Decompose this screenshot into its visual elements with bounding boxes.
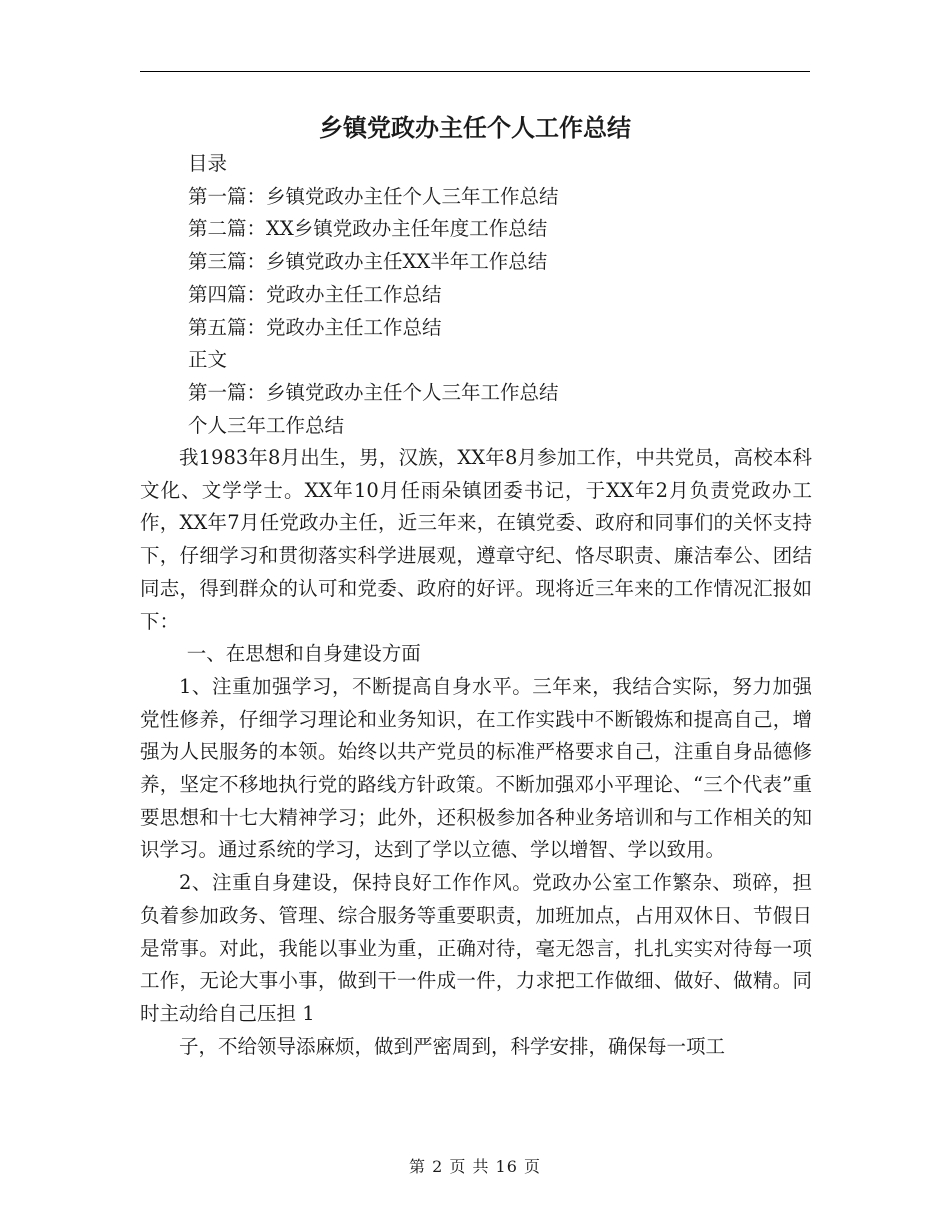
section-title: 个人三年工作总结	[188, 413, 345, 437]
header-rule	[140, 71, 810, 72]
paragraph-continued: 子，不给领导添麻烦，做到严密周到，科学安排，确保每一项工	[179, 1034, 726, 1058]
chapter-title: 第一篇：乡镇党政办主任个人三年工作总结	[188, 380, 559, 404]
toc-item-2: 第二篇：XX乡镇党政办主任年度工作总结	[188, 217, 548, 241]
paragraph-intro: 我1983年8月出生，男，汉族，XX年8月参加工作，中共党员，高校本科文化、文学学士。XX年10月任雨朵镇团委书记，于XX年2月负责党政办工作，XX年7月任党政办主任，近三年来，在镇党委、政府和同事们的关怀支持下，仔细学习和贯彻落实科学进展观，遵章守纪、恪尽职责、廉洁奉公、团结同志，得到群众的认可和党委、政府的好评。现将近三年来的工作情况汇报如下：	[140, 446, 812, 633]
document-title: 乡镇党政办主任个人工作总结	[319, 114, 631, 142]
toc-heading: 目录	[188, 152, 228, 175]
paragraph-work-style: 2、注重自身建设，保持良好工作作风。党政办公室工作繁杂、琐碎，担负着参加政务、管理、综合服务等重要职责，加班加点，占用双休日、节假日是常事。对此，我能以事业为重，正确对待，毫无怨言，扎扎实实对待每一项工作，无论大事小事，做到干一件成一件，力求把工作做细、做好、做精。同时主动给自己压担 1	[140, 871, 812, 1025]
document-body	[140, 442, 812, 1063]
toc-item-5: 第五篇：党政办主任工作总结	[188, 315, 442, 339]
toc-item-3: 第三篇：乡镇党政办主任XX半年工作总结	[188, 250, 548, 274]
body-heading: 正文	[188, 348, 228, 372]
table-of-contents	[188, 148, 828, 442]
toc-item-4: 第四篇：党政办主任工作总结	[188, 282, 442, 306]
section-heading: 一、在思想和自身建设方面	[186, 642, 421, 666]
page-footer: 第 2 页 共 16 页	[409, 1157, 541, 1176]
paragraph-study: 1、注重加强学习，不断提高自身水平。三年来，我结合实际，努力加强党性修养，仔细学习理论和业务知识，在工作实践中不断锻炼和提高自己，增强为人民服务的本领。始终以共产党员的标准严格要求自己，注重自身品德修养，坚定不移地执行党的路线方针政策。不断加强邓小平理论、“三个代表”重要思想和十七大精神学习；此外，还积极参加各种业务培训和与工作相关的知识学习。通过系统的学习，达到了学以立德、学以增智、学以致用。	[140, 674, 812, 862]
toc-item-1: 第一篇：乡镇党政办主任个人三年工作总结	[188, 184, 559, 208]
